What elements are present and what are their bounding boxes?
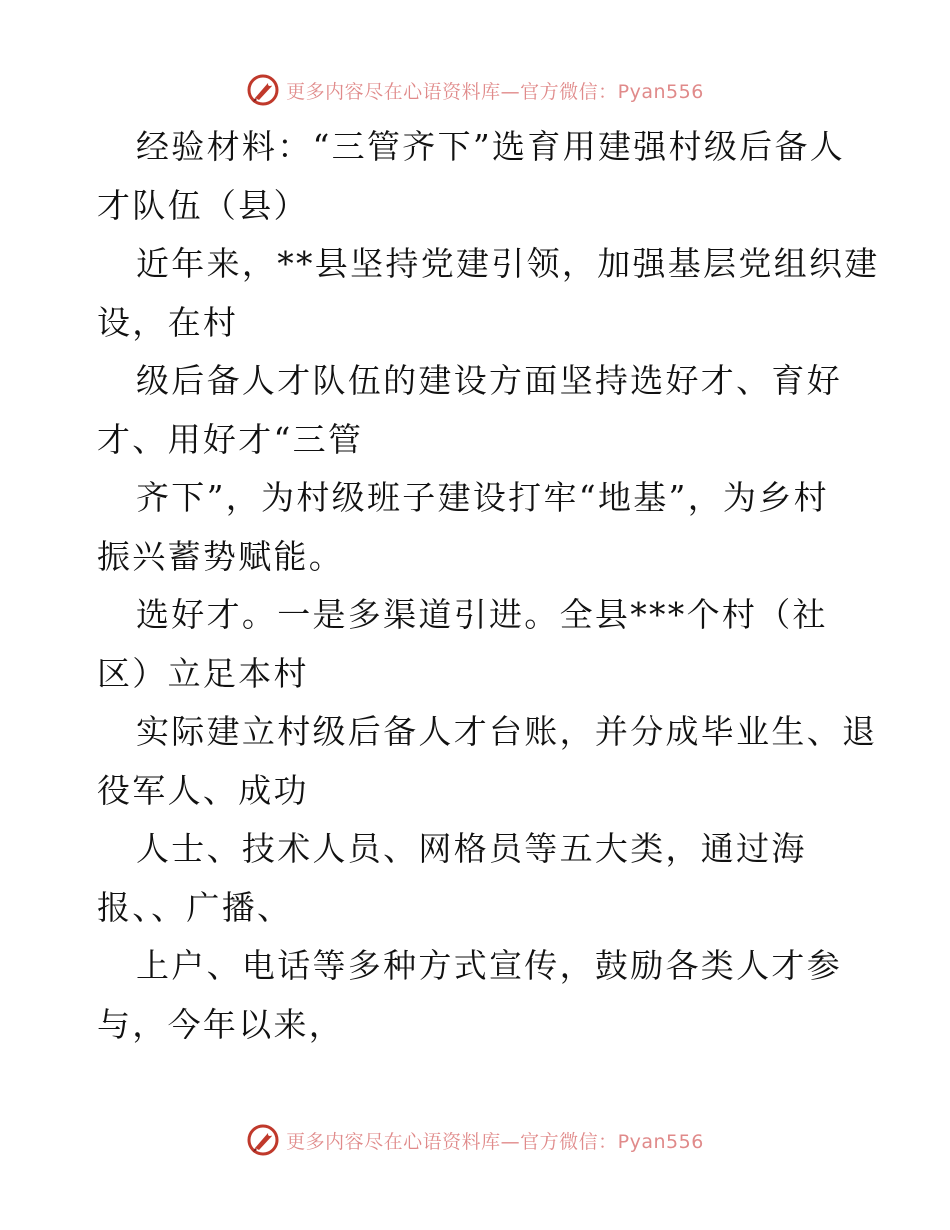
text-line: 才、用好才“三管	[97, 419, 364, 459]
text-line: 齐下”，为村级班子建设打牢“地基”，为乡村	[136, 478, 829, 517]
header-watermark	[0, 70, 950, 110]
text-line: 近年来，**县坚持党建引领，加强基层党组织建	[136, 244, 880, 283]
pen-circle-logo-icon	[246, 73, 280, 107]
text-line: 役军人、成功	[97, 770, 309, 810]
text-line: 经验材料：“三管齐下”选育用建强村级后备人	[136, 127, 846, 166]
text-line: 与，今年以来，	[97, 1004, 345, 1044]
text-line: 选好才。一是多渠道引进。全县***个村（社	[136, 595, 828, 634]
text-line: 报、、广播、	[97, 887, 293, 927]
text-line: 实际建立村级后备人才台账，并分成毕业生、退	[136, 712, 878, 751]
watermark-text: 更多内容尽在心语资料库—官方微信：Pyan556	[286, 80, 704, 103]
text-line: 设，在村	[97, 302, 239, 342]
text-line: 才队伍（县）	[97, 185, 309, 225]
text-line: 区）立足本村	[97, 653, 309, 693]
text-line: 人士、技术人员、网格员等五大类，通过海	[136, 829, 807, 868]
watermark-text: 更多内容尽在心语资料库—官方微信：Pyan556	[286, 1130, 704, 1153]
footer-watermark	[0, 1120, 950, 1160]
text-line: 上户、电话等多种方式宣传，鼓励各类人才参	[136, 946, 842, 985]
text-line: 级后备人才队伍的建设方面坚持选好才、育好	[136, 361, 842, 400]
pen-circle-logo-icon	[246, 1123, 280, 1157]
document-body	[97, 118, 880, 1054]
text-line: 振兴蓄势赋能。	[97, 536, 345, 576]
